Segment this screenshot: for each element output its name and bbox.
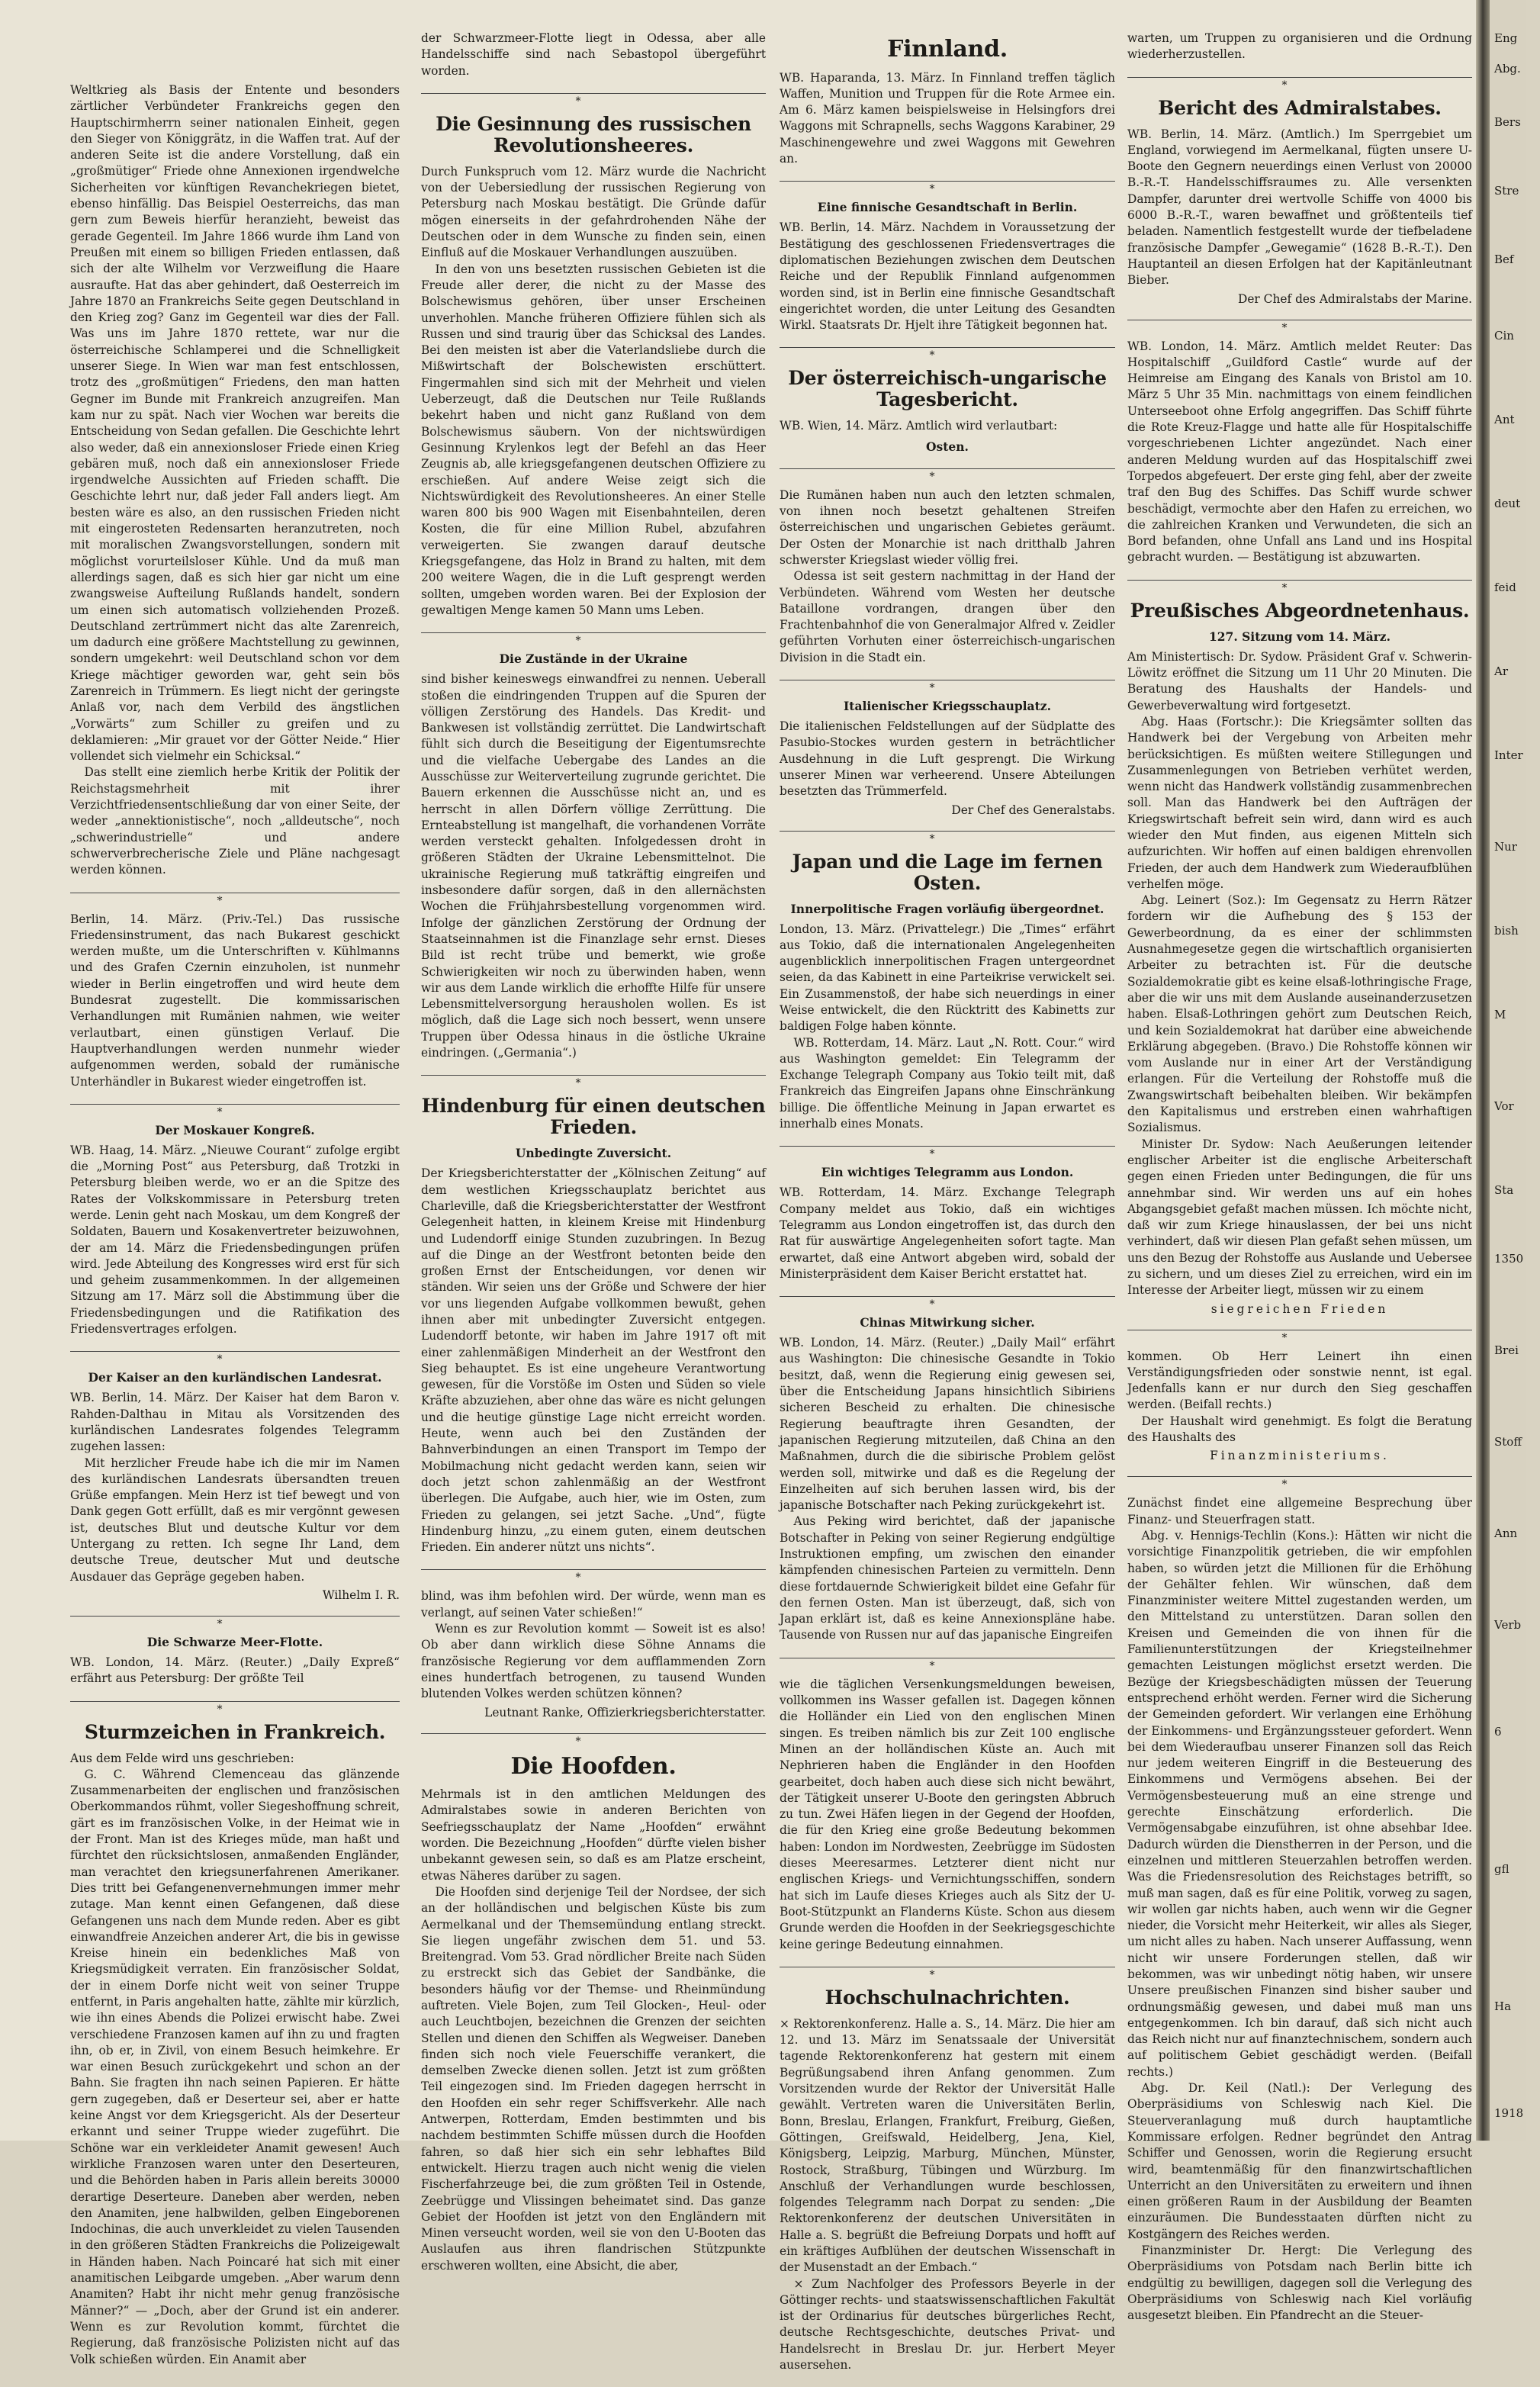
article xyxy=(1127,1495,1472,2324)
article xyxy=(70,912,400,1090)
adjacent-page-text: feid xyxy=(1494,581,1516,594)
article xyxy=(421,1754,766,2275)
article-paragraph: warten, um Truppen zu organisieren und die Ordnung wiederherzustellen. xyxy=(1127,31,1472,62)
article-paragraph: Wenn es zur Revolution kommt — Soweit ist es also! Ob aber dann wirklich diese Söhne Annams die französische Regierung vor dem aufflammenden Zorn eines hundertfach betrogenen, zu tausend Wunden blutenden Volkes werden schützen können? xyxy=(421,1622,766,1701)
article-paragraph: Abg. v. Hennigs-Techlin (Kons.): Hätten wir nicht die vorsichtige Finanzpolitik getrieben, die wir empfohlen haben, so würden jetzt die Millionen für die Erhöhung der Gehälter fehlen. Wir wünschen, daß dem Finanzminister weitere Mittel zugestanden werden, um den Mittelstand zu unterstützen. Daran sollen den Kreisen und Gemeinden die von ihnen für die Familienunterstützungen der Kriegsteilnehmer gemachten Leistungen möglichst ersetzt werden. Die Bezüge der Kriegsbeschädigten müssen der Teuerung entsprechend erhöht werden. Ferner wird die Sicherung der Gemeinden gefordert. Wir verlangen eine Erhöhung der Einkommens- und Ergänzungssteuer gefordert. Wenn bei dem Wiederaufbau unserer Finanzen soll das Reich nur jedem weiteren Eingriff in die Besteuerung des Einkommens und Vermögens absehen. Bei der Vermögensbesteuerung muß an eine strenge und gerechte Einschätzung erforderlich. Die Vermögensabgabe einzuführen, ist ohne absehbar Idee. Dadurch würden die Dienstherren in der Person, und die einzelnen und mittleren Steuerzahlen betroffen werden. Was die Friedensresolution des Reichstages betrifft, so muß man sagen, daß es für eine Politik, vorweg zu sagen, wir wollen gar nichts haben, auch wenn wir die Gegner nieder, die Vorsicht mehr Heiterkeit, wir alles als Sieger, um nicht alles zu haben. Nach unserer Auffassung, wenn nicht wir unsere Forderungen stellen, daß wir bekommen, was wir unbedingt nötig haben, wir unsere Unsere preußischen Finanzen sind bisher sauber und ordnungsmäßig gewesen, und dabei muß man uns entgegenkommen. Ich bin darauf, daß sich nicht auch das Reich nicht nur auf finanztechnischem, sondern auch auf politischem Gebiet geschädigt werden. (Beifall rechts.) xyxy=(1127,1528,1472,2079)
article-paragraph: Berlin, 14. März. (Priv.-Tel.) Das russische Friedensinstrument, das nach Bukarest geschickt werden mußte, um die Unterschriften v. Kühlmanns und des Grafen Czernin einzuholen, ist nunmehr wieder in Berlin eingetroffen und wird heute dem Bundesrat zugestellt. Die kommissarischen Verhandlungen mit Rumänien nahmen, wie weiter verlautbart, einen günstigen Verlauf. Die Hauptverhandlungen werden nunmehr wieder aufgenommen werden, sobald der rumänische Unterhändler in Bukarest wieder eingetroffen ist. xyxy=(70,912,400,1089)
article-headline: Die Gesinnung des russischen Revolutionsheeres. xyxy=(436,112,751,156)
article-paragraph: × Rektorenkonferenz. Halle a. S., 14. März. Die hier am 12. und 13. März im Senatssaale der Universität tagende Rektorenkonferenz hat gestern mit einem Begrüßungsabend ihren Anfang genommen. Zum Vorsitzenden wurde der Rektor der Universität Halle gewählt. Vertreten waren die Universitäten Berlin, Bonn, Breslau, Erlangen, Frankfurt, Freiburg, Gießen, Göttingen, Greifswald, Heidelberg, Jena, Kiel, Königsberg, Leipzig, Marburg, München, Münster, Rostock, Straßburg, Tübingen und Würzburg. Im Anschluß der Verhandlungen wurde beschlossen, folgendes Telegramm nach Dorpat zu senden: „Die Rektorenkonferenz der deutschen Universitäten in Halle a. S. begrüßt die Befreiung Dorpats und hofft auf ein kräftiges Aufblühen der deutschen Wissenschaft in der Musenstadt an der Embach.“ xyxy=(780,2016,1115,2275)
article-paragraph: WB. London, 14. März. Amtlich meldet Reuter: Das Hospitalschiff „Guildford Castle“ wurde auf der Heimreise am Eingang des Kanals von Bristol am 10. März 5 Uhr 35 Min. nachmittags von einem feindlichen Unterseeboot ohne Erfolg angegriffen. Das Schiff führte die Rote Kreuz-Flagge und hatte alle für Hospitalschiffe vorgeschriebenen Lichter angezündet. Nach einer anderen Meldung wurden auf das Hospitalschiff zwei Torpedos abgefeuert. Der erste ging fehl, aber der zweite traf den Bug des Schiffes. Das Schiff wurde schwer beschädigt, vermochte aber den Hafen zu erreichen, wo die zahlreichen Kranken und Verwundeten, die sich an Bord befanden, ohne Unfall ans Land und ins Hospital gebracht wurden. — Bestätigung ist abzuwarten. xyxy=(1127,339,1472,565)
divider-asterisk: * xyxy=(780,468,1115,483)
article-headline: Hindenburg für einen deutschen Frieden. xyxy=(421,1095,766,1139)
column-4 xyxy=(1127,31,1472,2338)
divider-asterisk: * xyxy=(1127,77,1472,92)
article-paragraph: × Zum Nachfolger des Professors Beyerle in der Göttinger rechts- und staatswissenschaftlichen Fakultät ist der Ordinarius für deutsches bürgerliches Recht, deutsche Rechtsgeschichte, deutsches Privat- und Handelsrecht in Breslau Dr. jur. Herbert Meyer ausersehen. xyxy=(780,2276,1115,2373)
article-subheadline: Innerpolitische Fragen vorläufig übergeordnet. xyxy=(790,901,1104,916)
article xyxy=(780,699,1115,816)
divider-asterisk: * xyxy=(421,1075,766,1089)
article-paragraph: Mehrmals ist in den amtlichen Meldungen des Admiralstabes sowie in anderen Berichten von Seefriegsschauplatz der Name „Hoofden“ erwähnt worden. Die Bezeichnung „Hoofden“ dürfte vielen bisher unbekannt gewesen sein, so daß es am Platze erscheint, etwas Näheres darüber zu sagen. xyxy=(421,1787,766,1883)
adjacent-page-text: Ant xyxy=(1494,413,1515,426)
article-paragraph: WB. Berlin, 14. März. (Amtlich.) Im Sperrgebiet um England, vorwiegend im Aermelkanal, fügten unsere U-Boote den Gegnern neuerdings einen Verlust von 20000 B.-R.-T. Handelsschiffsraumes zu. Alle versenkten Dampfer, darunter drei wertvolle Schiffe von 4000 bis 6000 B.-R.-T., waren bewaffnet und größtenteils tief beladen. Namentlich festgestellt wurde der tiefbeladene französische Dampfer „Gewegamie“ (1628 B.-R.-T.). Den Hauptanteil an diesen Erfolgen hat der Kapitänleutnant Bieber. xyxy=(1127,127,1472,288)
article-paragraph: Aus dem Felde wird uns geschrieben: xyxy=(70,1751,294,1765)
article xyxy=(1127,339,1472,566)
adjacent-page-text: Vor xyxy=(1494,1099,1514,1113)
article-paragraph: WB. London, 14. März. (Reuter.) „Daily Expreß“ erfährt aus Petersburg: Der größte Teil xyxy=(70,1655,400,1686)
column-2 xyxy=(421,31,766,2288)
adjacent-page-text: Eng xyxy=(1494,31,1518,45)
article-paragraph: Durch Funkspruch vom 12. März wurde die Nachricht von der Uebersiedlung der russischen Regierung von Petersburg nach Moskau bestätigt. Die Gründe dafür mögen einerseits in der gefahrdrohenden Nähe der Deutschen oder in dem Wunsche zu finden sein, einen Einfluß auf die Moskauer Verhandlungen auszuüben. xyxy=(421,164,766,260)
article xyxy=(780,487,1115,666)
adjacent-page-text: Verb xyxy=(1494,1618,1522,1632)
divider-asterisk: * xyxy=(1127,580,1472,594)
adjacent-page-text: Inter xyxy=(1494,748,1523,762)
article-subheadline: Italienischer Kriegsschauplatz. xyxy=(844,699,1051,714)
article-signature: Wilhelm I. R. xyxy=(322,1588,400,1602)
adjacent-page-text: 1350 xyxy=(1494,1252,1524,1266)
article-paragraph: Mit herzlicher Freude habe ich die mir im Namen des kurländischen Landesrats übersandten treuen Grüße empfangen. Mein Herz ist tief bewegt und von Dank gegen Gott erfüllt, daß es mir vergönnt gewesen ist, deutsches Blut und deutsche Kultur vor dem Untergang zu retten. Ich segne Ihr Land, dem deutsche Treue, deutscher Mut und deutsche Ausdauer das Gepräge gegeben haben. xyxy=(70,1456,400,1584)
divider-asterisk: * xyxy=(421,1733,766,1748)
adjacent-page-text: M xyxy=(1494,1008,1506,1021)
article xyxy=(780,1987,1115,2374)
article-paragraph: Minister Dr. Sydow: Nach Aeußerungen leitender englischer Arbeiter ist die englische Arbeiterschaft gegen einen Frieden unter Bedingungen, die für uns annehmbar sind. Wir werden uns auf ein hohes Abgangsgebiet gefaßt machen müssen. Ich möchte nicht, daß wir zum Kriege hinauslassen, der bei uns nicht verhindert, daß wir diesen Plan gefaßt sehen müssen, um uns den Bezug der Rohstoffe aus Auslande und Uebersee zu sichern, und um dieses Ziel zu erreichen, wird ein im Interesse der Arbeiter liegt, müssen wir zu einem xyxy=(1127,1137,1472,1298)
divider-asterisk: * xyxy=(780,1146,1115,1160)
adjacent-page-text: Abg. xyxy=(1494,62,1521,76)
article-paragraph: Zunächst findet eine allgemeine Besprechung über Finanz- und Steuerfragen statt. xyxy=(1127,1496,1472,1526)
adjacent-page-text: Ha xyxy=(1494,1999,1512,2013)
article-paragraph: Aus Peking wird berichtet, daß der japanische Botschafter in Peking von seiner Regierung endgültige Instruktionen empfing, um zwischen den einander kämpfenden chinesischen Parteien zu vermitteln. Denn diese fortdauernde Schwierigkeit bildet eine Gefahr für den fernen Osten. Man ist überzeugt, daß, sich von Japan erklärt ist, daß es keine Annexionspläne habe. Tausende von Russen nur auf das japanische Eingreifen xyxy=(780,1514,1115,1642)
adjacent-page-text: deut xyxy=(1494,497,1521,510)
adjacent-page-text: Sta xyxy=(1494,1183,1514,1197)
adjacent-page-text: Brei xyxy=(1494,1343,1519,1357)
article-paragraph: WB. Haparanda, 13. März. In Finnland treffen täglich Waffen, Munition und Truppen für die Rote Armee ein. Am 6. März kamen beispielsweise in Helsingfors drei Waggons mit Schrapnells, sechs Waggons Karabiner, 29 Maschinengewehre und zwei Waggons mit Gewehren an. xyxy=(780,70,1115,166)
adjacent-page-text: 6 xyxy=(1494,1725,1502,1739)
divider-asterisk: * xyxy=(70,1351,400,1366)
article-signature: Leutnant Ranke, Offizierkriegsberichterstatter. xyxy=(484,1705,766,1719)
article-signature: Der Chef des Admiralstabs der Marine. xyxy=(1237,291,1472,306)
article-subheadline: Der Kaiser an den kurländischen Landesrat. xyxy=(88,1370,382,1385)
article-paragraph: Der Kriegsberichterstatter der „Kölnischen Zeitung“ auf dem westlichen Kriegsschauplatz berichtet aus Charleville, daß die Kriegsberichterstatter der Westfront Gelegenheit hatten, in kleinem Kreise mit Hindenburg und Ludendorff einige Stunden zuzubringen. In Bezug auf die Dinge an der Westfront betonten beide den großen Ernst der Entscheidungen, vor denen wir ständen. Wir seien uns der Größe und Schwere der hier vor uns liegenden Aufgabe vollkommen bewußt, gehen ihnen aber mit unbedingter Zuversicht entgegen. Ludendorff betonte, wir haben im Jahre 1917 oft mit einer zahlenmäßigen Minderheit an der Westfront den Sieg behauptet. Es ist eine ungeheure Verantwortung gewesen, für die Vorstöße im Osten und Süden so viele Kräfte abzuziehen, aber ohne das wäre es nicht gelungen und die heutige günstige Lage nicht erreicht worden. Heute, wenn auch bei den Zuständen der Bahnverbindungen an einen Transport im Tempo der Mobilmachung nicht gedacht werden kann, seien wir doch jetzt schon zahlenmäßig an der Westfront überlegen. Die Aufgabe, auch hier, wie im Osten, zum Frieden zu gelangen, sei jetzt Sache. „Und“, fügte Hindenburg hinzu, „zu einem guten, einem deutschen Frieden. Ein anderer nützt uns nichts“. xyxy=(421,1166,766,1555)
article-paragraph: In den von uns besetzten russischen Gebieten ist die Freude aller derer, die nicht zu der Masse des Bolschewismus gehören, über unser Erscheinen unverhohlen. Manche früheren Offiziere fühlen sich als Russen und sind traurig über das Schicksal des Landes. Bei den meisten ist aber die Vaterlandsliebe durch die Mißwirtschaft der Bolschewisten erschüttert. Fingermahlen sind sich mit der Mehrheit und vielen Ueberzeugt, daß die Deutschen nur Teile Rußlands bekehrt haben und nicht ganz Rußland von dem Bolschewismus säubern. Von der nichtswürdigen Gesinnung Krylenkos legt der Befehl an das Heer Zeugnis ab, alle kriegsgefangenen deutschen Offiziere zu erschießen. Auf andere Weise zeigt sich die Nichtswürdigkeit des Revolutionsheeres. An einer Stelle waren 800 bis 900 Wagen mit Eisenbahnteilen, deren Kosten, die für eine Million Rubel, abzufahren verweigerten. Sie zwangen darauf deutsche Kriegsgefangene, das Holz in Brand zu halten, mit dem 200 weitere Wagen, die in die Luft gesprengt werden sollten, umgeben worden waren. Bei der Explosion der gewaltigen Menge kamen 50 Mann ums Leben. xyxy=(421,262,766,617)
article xyxy=(421,1095,766,1555)
divider-asterisk: * xyxy=(1127,1330,1472,1344)
divider-asterisk: * xyxy=(780,347,1115,362)
article-paragraph: Die italienischen Feldstellungen auf der Südplatte des Pasubio-Stockes wurden gestern in beträchtlicher Ausdehnung in die Luft gesprengt. Die Wirkung unserer Minen war verheerend. Unsere Abteilungen besetzten das Trümmerfeld. xyxy=(780,719,1115,799)
article xyxy=(70,1123,400,1338)
article-signature: Der Chef des Generalstabs. xyxy=(951,803,1115,817)
spaced-phrase: Finanzministeriums. xyxy=(1210,1449,1390,1463)
divider-asterisk: * xyxy=(70,893,400,907)
divider-asterisk: * xyxy=(1127,1476,1472,1491)
article-subheadline: Ein wichtiges Telegramm aus London. xyxy=(821,1165,1074,1180)
adjacent-page-text: Bers xyxy=(1494,115,1521,129)
article-subheadline: 127. Sitzung vom 14. März. xyxy=(1208,629,1391,644)
adjacent-page-text: gfl xyxy=(1494,1862,1509,1876)
article xyxy=(780,1165,1115,1282)
divider-asterisk: * xyxy=(70,1104,400,1118)
article-subheadline: Chinas Mitwirkung sicher. xyxy=(860,1315,1035,1330)
divider-asterisk: * xyxy=(421,93,766,108)
article xyxy=(70,82,400,879)
article-paragraph: Die Hoofden sind derjenige Teil der Nordsee, der sich an der holländischen und belgischen Küste bis zum Aermelkanal und der Themsemündung entlang streckt. Sie liegen ungefähr zwischen dem 51. und 53. Breitengrad. Vom 53. Grad nördlicher Breite nach Süden zu erstreckt sich das Gebiet der Sandbänke, die besonders häufig vor der Themse- und Rheinmündung auftreten. Viele Bojen, zum Teil Glocken-, Heul- oder auch Leuchtbojen, bezeichnen die Grenzen der seichten Stellen und dienen den Schiffen als Wegweiser. Daneben finden sich noch viele Feuerschiffe verankert, die demselben Zwecke dienen sollen. Jetzt ist zum größten Teil eingezogen sind. Im Frieden dagegen herrscht in den Hoofden ein sehr reger Schiffsverkehr. Alle nach Antwerpen, Rotterdam, Emden bestimmten und bis nachdem bestimmten Schiffe müssen durch die Hoofden fahren, so daß hier sich ein sehr lebhaftes Bild entwickelt. Hierzu tragen auch nicht wenig die vielen Fischerfahrzeuge bei, die zum größten Teil in Ostende, Zeebrügge und Vlissingen beheimatet sind. Das ganze Gebiet der Hoofden ist jetzt von den Engländern mit Minen verseucht worden, weil sie von den U-Booten das Auslaufen aus ihren flandrischen Stützpunkte erschweren wollten, eine Absicht, die aber, xyxy=(421,1884,766,2273)
article-headline: Die Hoofden. xyxy=(510,1752,677,1780)
article-paragraph: der Schwarzmeer-Flotte liegt in Odessa, aber alle Handelsschiffe sind nach Sebastopol übergeführt worden. xyxy=(421,31,766,78)
article-subheadline: Eine finnische Gesandtschaft in Berlin. xyxy=(817,200,1078,215)
article xyxy=(1127,600,1472,1316)
article-subheadline: Die Schwarze Meer-Flotte. xyxy=(146,1634,323,1649)
adjacent-page-fragment xyxy=(1490,0,1526,2141)
divider-asterisk: * xyxy=(780,680,1115,694)
article-headline: Finnland. xyxy=(887,36,1008,63)
article xyxy=(780,37,1115,167)
divider-asterisk: * xyxy=(421,632,766,647)
adjacent-page-text: Ann xyxy=(1494,1526,1518,1540)
divider-asterisk: * xyxy=(1127,320,1472,334)
article xyxy=(780,1315,1115,1644)
article xyxy=(421,31,766,79)
article-paragraph: Abg. Haas (Fortschr.): Die Kriegsämter sollten das Handwerk bei der Vergebung von Arbeiten mehr berücksichtigen. Es müßten weitere Stillegungen und Zusammenlegungen von Betrieben verhütet werden, wenn nicht das Handwerk vollständig zusammenbrechen soll. Man das Handwerk bei den Aufträgen der Kriegswirtschaft befreit sein wird, dann wird es auch wieder den Mut finden, aus eigenen Mitteln sich aufzurichten. Wir hoffen auf einen baldigen ehrenvollen Frieden, der auch dem Handwerk zum Wiederaufblühen verhelfen möge. xyxy=(1127,714,1472,891)
article-paragraph: sind bisher keineswegs einwandfrei zu nennen. Ueberall stoßen die eindringenden Truppen auf die Spuren der völligen Zerstörung des Handels. Das Kredit- und Bankwesen ist vollständig zerrüttet. Die Landwirtschaft fühlt sich durch die Beseitigung der Eigentumsrechte und die vielfache Uebergabe des Landes an die Ausschüsse zur Weiterverteilung zugrunde gerichtet. Die Bauern erkennen die Ausschüsse nicht an, und es herrscht in allen Dörfern völlige Zerrüttung. Die Ernteabstellung ist mangelhaft, die vorhandenen Vorräte werden versteckt gehalten. Infolgedessen droht in größeren Städten der Ukraine Lebensmittelnot. Die ukrainische Regierung muß tatkräftig eingreifen und insbesondere dafür sorgen, daß in den allernächsten Wochen die Frühjahrsbestellung vorgenommen wird. Infolge der gänzlichen Zerstörung der Ordnung der Staatseinnahmen ist die Finanzlage sehr ernst. Dieses Bild ist recht trübe und bemerkt, wie große Schwierigkeiten wir noch zu überwinden haben, wenn wir aus dem Lande wirklich die erhoffte Hilfe für unsere Lebensmittelversorgung herausholen wollen. Es ist möglich, daß die Lage sich noch bessert, wenn unsere Truppen über Odessa hinaus in die östliche Ukraine eindringen. („Germania“.) xyxy=(421,672,766,1060)
article-paragraph: Am Ministertisch: Dr. Sydow. Präsident Graf v. Schwerin-Löwitz eröffnet die Sitzung um 11 Uhr 20 Minuten. Die Beratung des Haushalts der Handels- und Gewerbeverwaltung wird fortgesetzt. xyxy=(1127,649,1472,713)
article xyxy=(421,651,766,1061)
divider-asterisk: * xyxy=(780,181,1115,195)
column-1 xyxy=(70,82,400,2382)
article-subheadline: Der Moskauer Kongreß. xyxy=(155,1122,315,1137)
article-paragraph: G. C. Während Clemenceau das glänzende Zusammenarbeiten der englischen und französischen Oberkommandos rühmt, voller Siegeshoffnung schreit, gärt es im französischen Volke, in der Heimat wie in der Front. Man ist des Krieges müde, man haßt und fürchtet den rücksichtslosen, anmaßenden Engländer, man verachtet den kriegsunerfahrenen Amerikaner. Dies tritt bei Gefangenenvernehmungen immer mehr zutage. Man kennt einen Gefangenen, daß diese Gefangenen uns nach dem Munde reden. Aber es gibt einwandfreie Anzeichen anderer Art, die bis in gewisse Kreise hinein ein bedenkliches Maß von Kriegsmüdigkeit verraten. Ein französischer Soldat, der in einem Dorfe nicht weit von seiner Truppe entfernt, in Paris angehalten hatte, zählte mir kürzlich, wie ihn eines Abends die Polizei erwischt habe. Zwei verschiedene Franzosen kamen auf ihn zu und fragten ihn, ob er, in Zivil, von einem Besuch heimkehre. Er war einen Besuch zurückgekehrt und schon an der Bahn. Sie fragten ihn nach seinen Papieren. Er hätte gern zugegeben, daß er Deserteur sei, aber er hatte keine Angst vor dem Kriegsgericht. Als der Deserteur erkannt und seiner Truppe wieder zugeführt. Die Schöne war ein verkleideter Anamit gewesen! Auch wirkliche Franzosen waren unter den Deserteuren, und die Behörden haben in Paris allein bereits 30000 derartige Deserteure. Daneben aber werden, neben den Anamiten, jene halbwilden, gelben Eingeborenen Indochinas, die auch unverkleidet zu vielen Tausenden in den größeren Städten Frankreichs die Polizeigewalt in Händen haben. Nach Poincaré hat sich mit einer anamitischen Leibgarde umgeben. „Aber warum denn Anamiten? Habt ihr nicht mehr genug französische Männer?“ — „Doch, aber der Grund ist ein anderer. Wenn es zur Revolution kommt, fürchtet die Regierung, daß französische Polizisten nicht auf das Volk schießen würden. Ein Anamit aber xyxy=(70,1767,400,2366)
article xyxy=(1127,1349,1472,1463)
adjacent-page-text: Cin xyxy=(1494,329,1514,343)
article-paragraph: Die Rumänen haben nun auch den letzten schmalen, von ihnen noch besetzt gehaltenen Streifen österreichischen und ungarischen Gebietes geräumt. Der Osten der Monarchie ist nach dritthalb Jahren schwerster Kriegslast wieder völlig frei. xyxy=(780,487,1115,567)
spaced-phrase: siegreichen Frieden xyxy=(1210,1301,1389,1316)
divider-asterisk: * xyxy=(780,1658,1115,1672)
article-paragraph: Odessa ist seit gestern nachmittag in der Hand der Verbündeten. Während vom Westen her deutsche Bataillone vordrangen, drangen über den Frachtenbahnhof die von Generalmajor Alfred v. Zeidler geführten Vorhuten einer österreichisch-ungarischen Division in die Stadt ein. xyxy=(780,569,1115,664)
article xyxy=(70,1370,400,1602)
page-fold xyxy=(1476,0,1490,2141)
article-paragraph: WB. London, 14. März. (Reuter.) „Daily Mail“ erfährt aus Washington: Die chinesische Gesandte in Tokio besitzt, daß, wenn die Regierung einig gewesen sei, über die Entscheidung Japans hinsichtlich Sibiriens sicheren Bescheid zu erhalten. Die chinesische Regierung beauftragte ihren Gesandten, der japanischen Regierung mitzuteilen, daß China an den Maßnahmen, durch die die sibirische Problem gelöst werden soll, mitwirke und daß es die Regelung der Einzelheiten auf sich beruhen lassen wird, bis der japanische Botschafter nach Peking zurückgekehrt ist. xyxy=(780,1336,1115,1513)
article-paragraph: Finanzminister Dr. Hergt: Die Verlegung des Oberpräsidiums von Potsdam nach Berlin bitte ich endgültig zu bewilligen, dagegen soll die Verlegung des Oberpräsidiums von Schleswig nach Kiel vorläufig ausgesetzt bleiben. Ein Pfandrecht an die Steuer- xyxy=(1127,2244,1472,2323)
article-paragraph: WB. Berlin, 14. März. Nachdem in Voraussetzung der Bestätigung des geschlossenen Friedensvertrages die diplomatischen Beziehungen zwischen dem Deutschen Reiche und der Republik Finnland aufgenommen worden sind, ist in Berlin eine finnische Gesandtschaft eingerichtet worden, die unter Leitung des Gesandten Wirkl. Staatsrats Dr. Hjelt ihre Tätigkeit begonnen hat. xyxy=(780,220,1115,333)
adjacent-page-text: 1918 xyxy=(1494,2106,1524,2120)
article-headline: Bericht des Admiralstabes. xyxy=(1158,96,1442,119)
article-headline: Sturmzeichen in Frankreich. xyxy=(84,1720,386,1743)
column-3 xyxy=(780,31,1115,2387)
article-headline: Japan und die Lage im fernen Osten. xyxy=(792,850,1103,894)
article-subheadline: Osten. xyxy=(926,439,969,454)
divider-asterisk: * xyxy=(70,1616,400,1630)
article-paragraph: WB. Berlin, 14. März. Der Kaiser hat dem Baron v. Rahden-Dalthau in Mitau als Vorsitzenden des kurländischen Landesrates folgendes Telegramm zugehen lassen: xyxy=(70,1391,400,1454)
divider-asterisk: * xyxy=(780,831,1115,845)
article-paragraph: blind, was ihm befohlen wird. Der würde, wenn man es verlangt, auf seinen Vater schießen!“ xyxy=(421,1589,766,1620)
adjacent-page-text: Stoff xyxy=(1494,1435,1522,1449)
adjacent-page-text: Stre xyxy=(1494,184,1519,198)
article-paragraph: London, 13. März. (Privattelegr.) Die „Times“ erfährt aus Tokio, daß die internationalen Angelegenheiten augenblicklich innerpolitischen Fragen untergeordnet seien, da das Kabinett in eine Parteikrise verwickelt sei. Ein Zusammenstoß, der habe sich neuerdings in einer Weise entwickelt, die den Rücktritt des Kabinetts zur baldigen Folge haben könnte. xyxy=(780,922,1115,1034)
article-headline: Hochschulnachrichten. xyxy=(825,1986,1070,2009)
divider-asterisk: * xyxy=(780,1967,1115,1981)
article-paragraph: kommen. Ob Herr Leinert ihn einen Verständigungsfrieden oder sonstwie nennt, ist egal. Jedenfalls kann er nur durch den Sieg geschaffen werden. (Beifall rechts.) xyxy=(1127,1349,1472,1412)
article xyxy=(780,200,1115,333)
adjacent-page-text: Ar xyxy=(1494,664,1509,678)
adjacent-page-text: Nur xyxy=(1494,840,1517,854)
article-headline: Der österreichisch-ungarische Tagesbericht. xyxy=(788,367,1107,411)
article xyxy=(421,114,766,619)
article-paragraph: WB. Rotterdam, 14. März. Exchange Telegraph Company meldet aus Tokio, daß ein wichtiges Telegramm aus London eingetroffen ist, das durch den Rat für auswärtige Angelegenheiten sofort tagte. Man erwartet, daß eine Antwort abgeben wird, sobald der Ministerpräsident dem Kaiser Bericht erstattet hat. xyxy=(780,1185,1115,1281)
article-paragraph: Das stellt eine ziemlich herbe Kritik der Politik der Reichstagsmehrheit mit ihrer Verzichtfriedensentschließung dar von einer Seite, der weder „annektionistische“, noch „alldeutsche“, noch „schwerindustrielle“ und andere schwerverbrecherische Ziele und Pläne nachgesagt werden können. xyxy=(70,765,400,877)
article-subheadline: Unbedingte Zuversicht. xyxy=(515,1146,672,1161)
article-paragraph: Abg. Leinert (Soz.): Im Gegensatz zu Herrn Rätzer fordern wir die Aufhebung des § 153 der Gewerbeordnung, da es einer der schlimmsten Ausnahmegesetze gegen die wirtschaftlich organisierten Arbeiter zu betrachten ist. Für die deutsche Sozialdemokratie gibt es keine elsaß-lothringische Frage, aber die wir uns mit dem Auslande auseinanderzusetzen haben. Elsaß-Lothringen gehört zum Deutschen Reich, und kein Sozialdemokrat hat darüber eine abweichende Erklärung abgegeben. (Bravo.) Die Rohstoffe können wir vom Auslande nur in einer Art der Verständigung erlangen. Für die Verteilung der Rohstoffe muß die Zwangswirtschaft beibehalten bleiben. Wir bekämpfen den Kapitalismus und erstreben einen wahrhaftigen Sozialismus. xyxy=(1127,893,1472,1135)
article xyxy=(780,368,1115,454)
article-paragraph: WB. Rotterdam, 14. März. Laut „N. Rott. Cour.“ wird aus Washington gemeldet: Ein Telegramm der Exchange Telegraph Company aus Tokio teilt mit, daß Frankreich das Eingreifen Japans ohne Einschränkung billige. Die öffentliche Meinung in Japan erwartet es innerhalb eines Monats. xyxy=(780,1035,1115,1131)
article xyxy=(421,1588,766,1719)
article xyxy=(70,1635,400,1687)
article-paragraph: WB. Haag, 14. März. „Nieuwe Courant“ zufolge ergibt die „Morning Post“ aus Petersburg, daß Trotzki in Petersburg bleiben werde, wo er an die Spitze des Rates der Volkskommissare in Petersburg treten werde. Lenin geht nach Moskau, um dem Kongreß der Soldaten, Bauern und Kosakenvertreter beizuwohnen, der am 14. März die Friedensbedingungen prüfen wird. Jede Abteilung des Kongresses wird erst für sich und geheim zusammenkommen. In der allgemeinen Sitzung am 17. März soll die Abstimmung über die Friedensbedingungen und die Ratifikation des Friedensvertrages erfolgen. xyxy=(70,1143,400,1337)
article xyxy=(1127,31,1472,63)
divider-asterisk: * xyxy=(780,1296,1115,1311)
article-headline: Preußisches Abgeordnetenhaus. xyxy=(1130,599,1470,622)
article xyxy=(1127,98,1472,306)
article-paragraph: Weltkrieg als Basis der Entente und besonders zärtlicher Verbündeter Frankreichs gegen den Hauptschirmherrn seiner nationalen Einheit, gegen den Sieger von Königgrätz, in die Waffen trat. Auf der anderen Seite ist die andere Vorstellung, daß ein „großmütiger“ Friede ohne Annexionen irgendwelche Sicherheiten vor künftigen Revanchekriegen bietet, ebenso hinfällig. Das Beispiel Oesterreichs, das man gern zum Beweis hierfür heranzieht, beweist das gerade Gegenteil. Im Jahre 1866 wurde ihm Land von Preußen mit einem so billigen Frieden entlassen, daß sich der alte Wilhelm vor Verzweiflung die Haare ausraufte. Hat das aber gehindert, daß Oesterreich im Jahre 1870 an Frankreichs Seite gegen Deutschland in den Krieg zog? Ganz im Gegenteil war dies der Fall. Was uns im Jahre 1870 rettete, war nur die österreichische Schlamperei und die Schnelligkeit unserer Siege. In Wien war man fest entschlossen, trotz des „großmütigen“ Friedens, den man hatten Gegner im Bunde mit Frankreich anzugreifen. Man kam nur zu spät. Nach vier Wochen war bereits die Entscheidung von Sedan gefallen. Die Geschichte lehrt also weder, daß ein annexionsloser Friede einen Krieg gebären muß, noch daß ein annexionsloser Friede irgendwelche Aussichten auf Frieden schafft. Die Geschichte lehrt nur, daß jeder Fall anders liegt. Am besten wäre es also, an den russischen Frieden nicht mit eingerosteten Redensarten heranzutreten, noch mit moralischen Zwangsvorstellungen, sondern mit möglichst vorurteilsloser Kühle. Und da muß man allerdings sagen, daß es sich hier gar nicht um eine zwangsweise Aufteilung Rußlands handelt, sondern um einen sich automatisch vollziehenden Prozeß. Deutschland zertrümmert nicht das alte Zarenreich, um dadurch eine größere Machtstellung zu gewinnen, sondern umgekehrt: weil Deutschland schon vor dem Kriege mächtiger geworden war, geht sein bös Zarenreich in Trümmern. Es liegt nicht der geringste Anlaß vor, nach dem Verbild des ängstlichen „Vorwärts“ zum Schiller zu greifen und zu deklamieren: „Mir grauet vor der Götter Neide.“ Hier vollendet sich vielmehr ein Schicksal.“ xyxy=(70,83,400,764)
article-paragraph: WB. Wien, 14. März. Amtlich wird verlautbart: xyxy=(780,419,1058,433)
article-paragraph: Abg. Dr. Keil (Natl.): Der Verlegung des Oberpräsidiums von Schleswig nach Kiel. Die Steuerveranlagung muß durch hauptamtliche Kommissare erfolgen. Redner begründet den Antrag Schiffer und Genossen, worin die Regierung ersucht wird, beamtenmäßig für den finanzwirtschaftlichen Unterricht an den Universitäten zu erweitern und ihnen einen größeren Raum in der Ausbildung der Beamten einzuräumen. Die Bundesstaaten dürften nicht zu Kostgängern des Reiches werden. xyxy=(1127,2081,1472,2241)
adjacent-page-text: Bef xyxy=(1494,253,1514,266)
divider-asterisk: * xyxy=(421,1569,766,1584)
article-paragraph: wie die täglichen Versenkungsmeldungen beweisen, vollkommen ins Wasser gefallen ist. Dagegen können die Holländer ein Lied von den englischen Minen singen. Es treiben nämlich bis zur Zeit 100 englische Minen an der holländischen Küste an. Auch mit Nephrieren haben die Engländer in den Hoofden gearbeitet, doch haben auch diese sich nicht bewährt, der Tätigkeit unserer U-Boote den geringsten Abbruch zu tun. Zwei Häfen liegen in der Gegend der Hoofden, die für den Krieg eine große Bedeutung bekommen haben: London im Nordwesten, Zeebrügge im Südosten dieses Meeresarmes. Letzterer dient nicht nur englischen Kriegs- und Vernichtungsschiffen, sondern hat sich im Laufe dieses Krieges auch als Sitz der U-Boot-Stützpunkt an Flanderns Küste. Schon aus diesem Grunde werden die Hoofden in der Seekriegsgeschichte keine geringe Bedeutung einnahmen. xyxy=(780,1677,1115,1951)
article-paragraph: Der Haushalt wird genehmigt. Es folgt die Beratung des Haushalts des xyxy=(1127,1414,1472,1445)
adjacent-page-text: bish xyxy=(1494,924,1519,938)
article xyxy=(70,1722,400,2368)
article xyxy=(780,1677,1115,1953)
article-subheadline: Die Zustände in der Ukraine xyxy=(499,651,688,667)
divider-asterisk: * xyxy=(70,1701,400,1716)
article xyxy=(780,851,1115,1133)
